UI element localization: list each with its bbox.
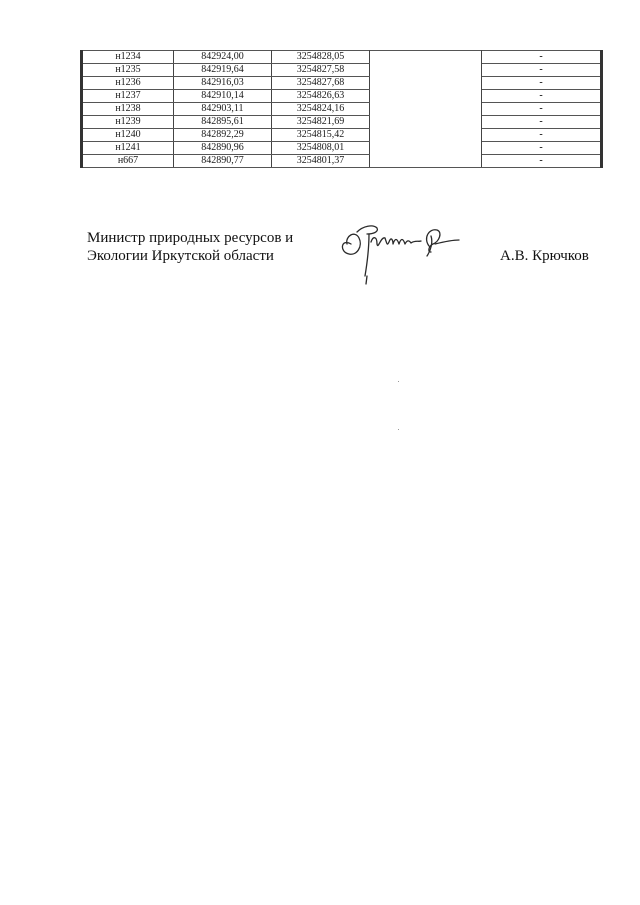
y-coordinate-cell: 3254801,37	[272, 155, 370, 168]
signer-name: А.В. Крючков	[500, 248, 589, 264]
table-row	[82, 103, 602, 116]
table-row	[82, 116, 602, 129]
scan-speck	[398, 381, 399, 382]
x-coordinate-cell: 842924,00	[174, 51, 272, 64]
point-number-cell: н1240	[82, 129, 174, 142]
table-row	[82, 129, 602, 142]
empty-cell	[370, 142, 482, 155]
table-row	[82, 64, 602, 77]
scan-speck	[398, 429, 399, 430]
dash-cell: -	[482, 90, 602, 103]
dash-cell: -	[482, 155, 602, 168]
empty-cell	[370, 64, 482, 77]
table-row	[82, 51, 602, 64]
point-number-cell: н1238	[82, 103, 174, 116]
point-number-cell: н1241	[82, 142, 174, 155]
table-row	[82, 90, 602, 103]
coordinates-table-body	[82, 51, 602, 168]
table-row	[82, 142, 602, 155]
y-coordinate-cell: 3254827,68	[272, 77, 370, 90]
coordinates-table	[80, 50, 603, 168]
point-number-cell: н1239	[82, 116, 174, 129]
y-coordinate-cell: 3254824,16	[272, 103, 370, 116]
empty-cell	[370, 51, 482, 64]
dash-cell: -	[482, 103, 602, 116]
empty-cell	[370, 103, 482, 116]
point-number-cell: н1236	[82, 77, 174, 90]
x-coordinate-cell: 842916,03	[174, 77, 272, 90]
y-coordinate-cell: 3254827,58	[272, 64, 370, 77]
handwritten-signature	[333, 212, 463, 292]
point-number-cell: н1234	[82, 51, 174, 64]
signer-title-line-2: Экологии Иркутской области	[87, 248, 274, 264]
signer-title-line-1: Министр природных ресурсов и	[87, 230, 294, 246]
dash-cell: -	[482, 116, 602, 129]
y-coordinate-cell: 3254821,69	[272, 116, 370, 129]
empty-cell	[370, 90, 482, 103]
point-number-cell: н1237	[82, 90, 174, 103]
point-number-cell: н667	[82, 155, 174, 168]
dash-cell: -	[482, 64, 602, 77]
dash-cell: -	[482, 142, 602, 155]
y-coordinate-cell: 3254808,01	[272, 142, 370, 155]
dash-cell: -	[482, 77, 602, 90]
empty-cell	[370, 155, 482, 168]
x-coordinate-cell: 842919,64	[174, 64, 272, 77]
x-coordinate-cell: 842910,14	[174, 90, 272, 103]
y-coordinate-cell: 3254828,05	[272, 51, 370, 64]
point-number-cell: н1235	[82, 64, 174, 77]
empty-cell	[370, 129, 482, 142]
empty-cell	[370, 116, 482, 129]
table-row	[82, 155, 602, 168]
x-coordinate-cell: 842892,29	[174, 129, 272, 142]
table-row	[82, 77, 602, 90]
x-coordinate-cell: 842895,61	[174, 116, 272, 129]
x-coordinate-cell: 842903,11	[174, 103, 272, 116]
x-coordinate-cell: 842890,96	[174, 142, 272, 155]
dash-cell: -	[482, 129, 602, 142]
y-coordinate-cell: 3254815,42	[272, 129, 370, 142]
signer-title	[87, 229, 293, 265]
empty-cell	[370, 77, 482, 90]
y-coordinate-cell: 3254826,63	[272, 90, 370, 103]
dash-cell: -	[482, 51, 602, 64]
x-coordinate-cell: 842890,77	[174, 155, 272, 168]
